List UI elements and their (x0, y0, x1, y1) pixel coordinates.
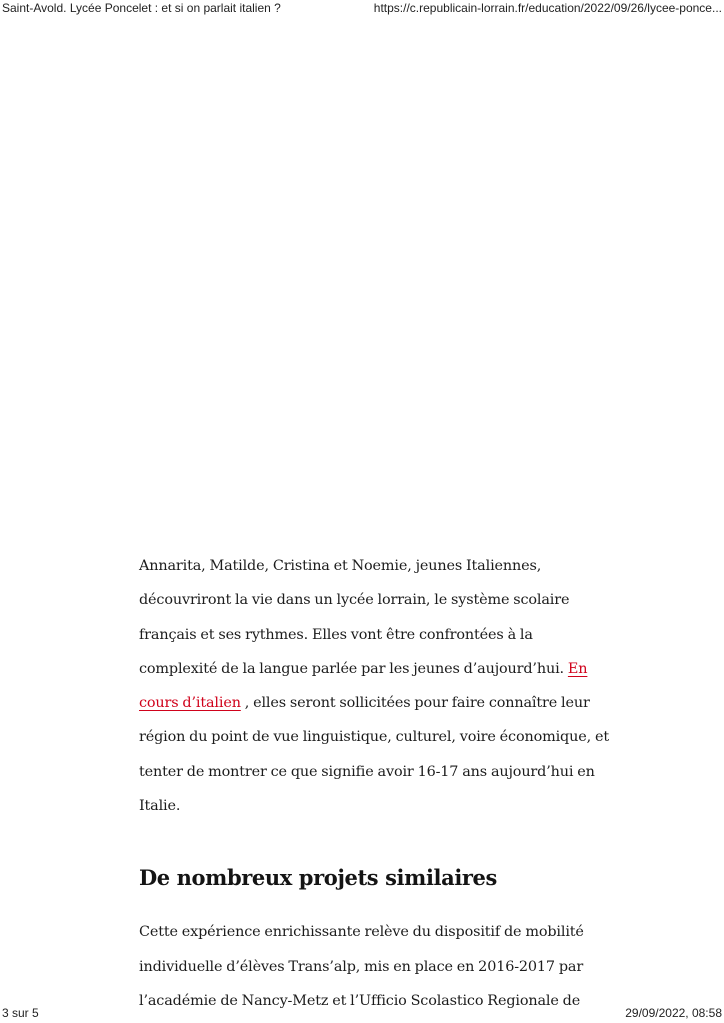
section-subheading: De nombreux projets similaires (139, 865, 497, 891)
paragraph-text-after-link: , elles seront sollicitées pour faire connaître leur région du point de vue linguistique, culturel, voire économique, et tenter de montrer ce que signifie avoir 16-17 ans aujourd’hui en Italie. (139, 695, 609, 815)
print-header (0, 0, 724, 16)
paragraph-text-before-link: Annarita, Matilde, Cristina et Noemie, jeunes Italiennes, découvriront la vie dans un lycée lorrain, le système scolaire français et ses rythmes. Elles vont être confrontées à la complexité de la langue parlée par les jeunes d’aujourd’hui. (139, 558, 570, 677)
italian-class-link[interactable]: En cours d’italien (139, 660, 588, 712)
print-timestamp: 29/09/2022, 08:58 (625, 1006, 722, 1020)
print-footer (0, 1005, 724, 1021)
print-page-number: 3 sur 5 (2, 1006, 39, 1020)
article-body (139, 549, 609, 1018)
article-paragraph: Cette expérience enrichissante relève du dispositif de mobilité individuelle d’élèves Trans’alp, mis en place en 2016-2017 par l’académie de Nancy-Metz et l’Ufficio Scolastico Regionale de (139, 924, 584, 1009)
print-page-url: https://c.republicain-lorrain.fr/education/2022/09/26/lycee-ponce... (373, 1, 722, 15)
print-page-title: Saint-Avold. Lycée Poncelet : et si on parlait italien ? (2, 1, 281, 15)
article-paragraph (139, 549, 609, 823)
